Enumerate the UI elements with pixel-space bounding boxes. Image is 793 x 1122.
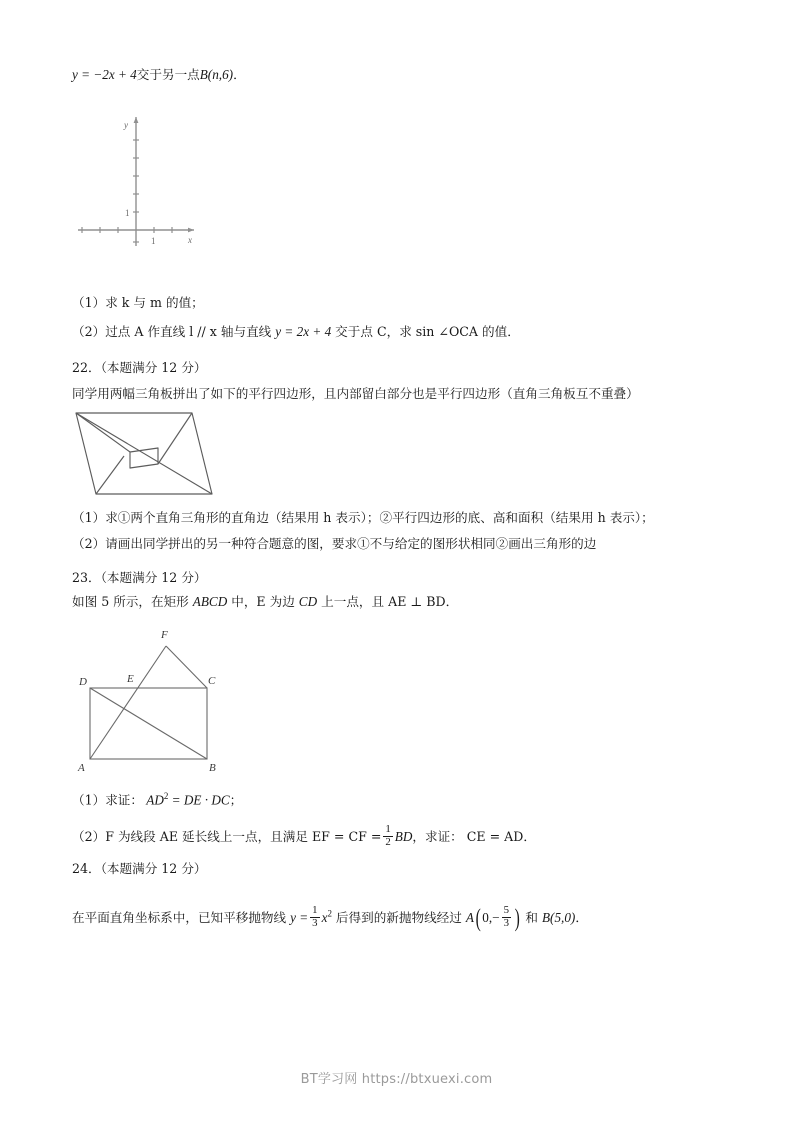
q24-equation-fraction bbox=[310, 905, 319, 929]
footer-watermark: BT学习网 https://btxuexi.com bbox=[300, 1072, 493, 1087]
y-tick-label-1: 1 bbox=[125, 208, 130, 218]
line-aef bbox=[90, 646, 166, 759]
q23-number: 23． bbox=[72, 570, 101, 585]
x-axis-arrow bbox=[188, 228, 194, 233]
q22-body: 同学用两幅三角板拼出了如下的平行四边形，且内部留白部分也是平行四边形（直角三角板互不重叠） bbox=[72, 386, 639, 401]
left-paren-icon: ( bbox=[475, 904, 481, 932]
q22-header bbox=[72, 359, 207, 376]
q23-sub1-suffix: ； bbox=[229, 792, 243, 808]
q21-sub-question-1: （1）求 k 与 m 的值； bbox=[72, 295, 204, 310]
q23-sub2-denominator: 2 bbox=[385, 835, 391, 848]
q22-sub-question-2: （2）请画出同学拼出的另一种符合题意的图，要求①不与给定的图形状相同②画出三角形的边 bbox=[72, 536, 597, 551]
q21-sub-question-2 bbox=[72, 323, 520, 341]
q23-header bbox=[72, 569, 207, 586]
q23-sub-question-2 bbox=[72, 823, 536, 850]
line-fc bbox=[166, 646, 207, 688]
q22-parallelogram-figure bbox=[66, 408, 222, 500]
q23-sub2-numerator: 1 bbox=[385, 823, 391, 836]
q23-side-cd: CD bbox=[298, 594, 318, 609]
x-axis-label: x bbox=[188, 235, 192, 245]
q24-number: 24． bbox=[72, 861, 101, 876]
label-point-c: C bbox=[208, 675, 216, 687]
q23-sub-question-1 bbox=[72, 790, 242, 809]
q24-header bbox=[72, 860, 207, 877]
q24-equation-x: x bbox=[321, 909, 328, 925]
q24-point-a-fraction bbox=[502, 905, 511, 929]
label-point-d: D bbox=[79, 676, 87, 688]
q21-tail-line bbox=[72, 66, 246, 84]
q23-body bbox=[72, 593, 458, 611]
q21-point-b: B(n,6) bbox=[199, 67, 234, 82]
q24-eq-denominator: 3 bbox=[312, 916, 318, 929]
q24-point-b: B(5,0) bbox=[542, 909, 576, 925]
q23-sub2-bd: BD bbox=[394, 828, 413, 844]
q21-equation: y = −2x + 4 bbox=[72, 67, 137, 82]
q24-equation-y: y = bbox=[290, 909, 309, 925]
q23-sub2-part-a: （2）F 为线段 AE 延长线上一点，且满足 EF = CF = bbox=[72, 828, 382, 844]
right-paren-icon: ) bbox=[514, 904, 520, 932]
q24-body-part-a: 在平面直角坐标系中，已知平移抛物线 bbox=[72, 909, 291, 925]
q21-sub2-part-b: 交于点 C，求 sin ∠OCA 的值． bbox=[331, 324, 520, 339]
q24-score: （本题满分 12 分） bbox=[100, 861, 207, 876]
lower-left-triangle-leg bbox=[96, 456, 124, 494]
q21-tail-text: 交于另一点 bbox=[136, 67, 200, 82]
q24-eq-numerator: 1 bbox=[312, 904, 318, 917]
q23-sub1-ad: AD bbox=[146, 792, 164, 808]
q23-score: （本题满分 12 分） bbox=[100, 570, 207, 585]
q24-body bbox=[72, 902, 588, 936]
label-point-e: E bbox=[127, 673, 134, 685]
q21-sub2-equation: y = 2x + 4 bbox=[275, 324, 332, 339]
q24-equation-exponent: 2 bbox=[327, 908, 332, 919]
label-point-f: F bbox=[161, 629, 168, 641]
q24-body-part-b: 后得到的新抛物线经过 bbox=[331, 909, 466, 925]
q23-sub1-prefix: （1）求证： bbox=[72, 792, 143, 808]
q21-sub2-part-a: （2）过点 A 作直线 l // x 轴与直线 bbox=[72, 324, 276, 339]
q24-body-part-d: ． bbox=[575, 909, 588, 925]
q23-sub2-fraction bbox=[383, 824, 392, 848]
q23-sub1-exponent: 2 bbox=[163, 791, 169, 801]
q23-rect-name: ABCD bbox=[192, 594, 228, 609]
right-triangle-leg bbox=[158, 413, 192, 464]
q22-score: （本题满分 12 分） bbox=[100, 360, 207, 375]
q23-sub1-rest: = DE · DC bbox=[171, 792, 230, 808]
label-point-b: B bbox=[209, 762, 216, 773]
q24-point-a-x: 0,− bbox=[482, 909, 500, 925]
x-tick-label-1: 1 bbox=[151, 236, 156, 246]
q24-point-a-numerator: 5 bbox=[503, 904, 510, 917]
q23-body-part-a: 如图 5 所示，在矩形 bbox=[72, 594, 193, 609]
inner-parallelogram bbox=[130, 448, 158, 468]
q23-body-part-c: 上一点，且 AE ⊥ BD． bbox=[317, 594, 459, 609]
q22-sub-question-1: （1）求①两个直角三角形的直角边（结果用 h 表示）；②平行四边形的底、高和面积（结果用 h 表示）； bbox=[72, 510, 654, 525]
diagonal-db bbox=[90, 688, 207, 759]
q22-number: 22． bbox=[72, 360, 101, 375]
q24-point-a-name: A bbox=[465, 909, 474, 925]
y-axis-label: y bbox=[124, 120, 128, 130]
q21-period: ． bbox=[233, 67, 246, 82]
q21-coordinate-graph bbox=[72, 112, 204, 252]
q23-body-part-b: 中，E 为边 bbox=[227, 594, 299, 609]
y-axis-arrow bbox=[134, 117, 139, 123]
q23-rectangle-figure bbox=[76, 618, 236, 773]
label-point-a: A bbox=[78, 762, 85, 773]
q23-sub2-part-b: ，求证： CE = AD． bbox=[412, 828, 536, 844]
q24-body-part-c: 和 bbox=[521, 909, 542, 925]
main-diagonal bbox=[76, 413, 212, 494]
q24-point-a-denominator: 3 bbox=[503, 916, 510, 929]
